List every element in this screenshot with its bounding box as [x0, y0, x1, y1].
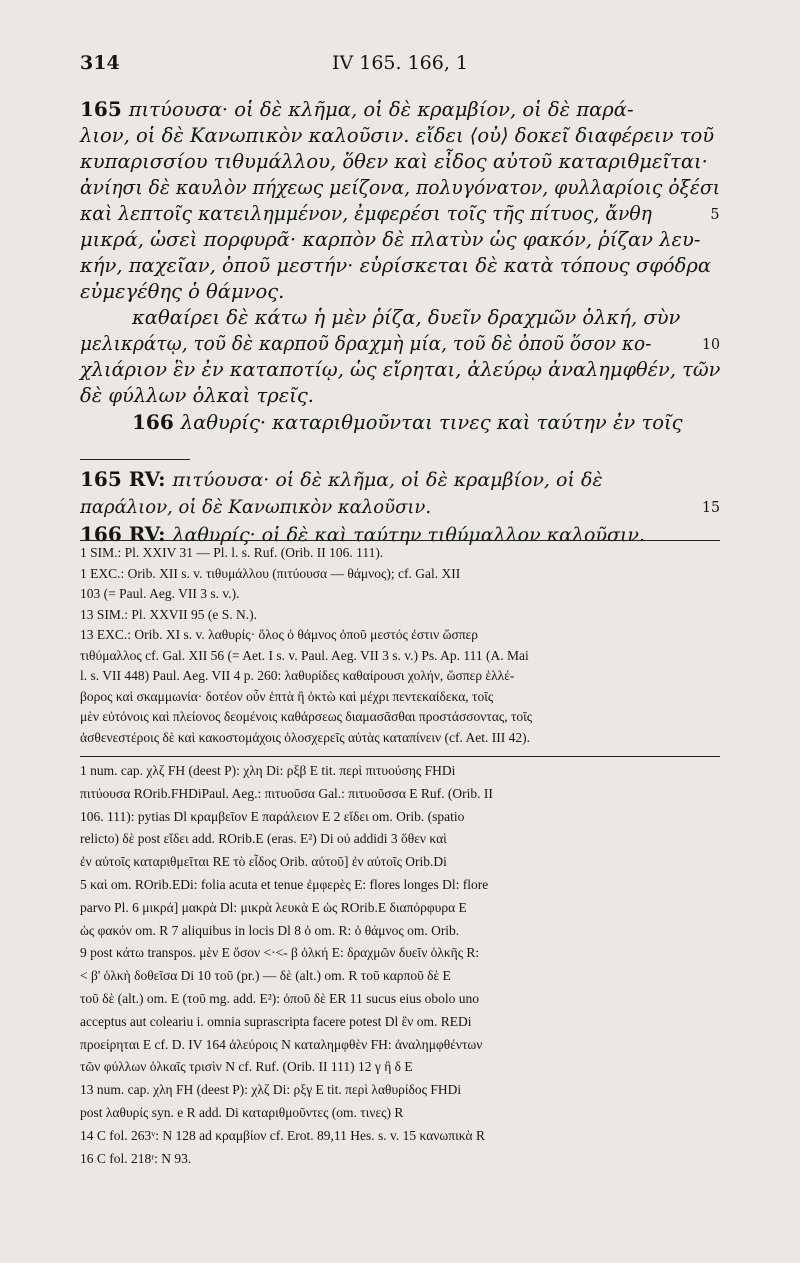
apparatus-criticus-line: 16 C fol. 218ʳ: N 93.: [80, 1150, 192, 1166]
main-text-line: [80, 305, 716, 331]
apparatus-criticus-line: relicto) δὲ post εἴδει add. ROrib.E (eras. E²) Di οὐ addidi 3 ὅθεν καὶ: [80, 831, 447, 847]
main-text-line: [80, 149, 716, 175]
apparatus-criticus: [80, 760, 720, 1170]
line-number: 15: [701, 498, 721, 516]
apparatus-criticus-line: προείρηται E cf. D. IV 164 ἀλεύροις N καταλημφθὲν FH: ἀναλημφθέντων: [80, 1036, 483, 1052]
apparatus-similia-line: ἀσθενεστέροις δὲ καὶ κακοστομάχοις ὁλοσχερεῖς αὐτὰς καταπίνειν (cf. Aet. III 42).: [80, 729, 530, 745]
testimonia-text: λαθυρίς· οἱ δὲ καὶ ταύτην τιθύμαλλον καλοῦσιν.: [172, 524, 646, 546]
main-text-text: εὐμεγέθης ὁ θάμνος.: [80, 280, 285, 303]
apparatus-similia-line: βορος καὶ σκαμμωνία· δοτέον οὖν ἑπτὰ ἢ ὀκτὼ καὶ μέχρι πεντεκαίδεκα, τοῖς: [80, 688, 494, 704]
testimonia-block: [80, 466, 721, 549]
testimonia-text: παράλιον, οἱ δὲ Κανωπικὸν καλοῦσιν.: [80, 496, 432, 518]
main-text-text: κυπαρισσίου τιθυμάλλου, ὅθεν καὶ εἶδος αὐτοῦ καταριθμεῖται·: [80, 150, 708, 173]
main-text-line: [80, 253, 716, 279]
apparatus-criticus-line: parvo Pl. 6 μικρά] μακρὰ Dl: μικρὰ λευκὰ E ὡς ROrib.E διαπόρφυρα E: [80, 899, 467, 915]
main-text-line: [80, 96, 716, 123]
apparatus-similia-line: l. s. VII 448) Paul. Aeg. VII 4 p. 260: λαθυρίδες καθαίρουσι χολήν, ὥσπερ ἑλλέ-: [80, 668, 515, 683]
apparatus-criticus-line: ὡς φακόν om. R 7 aliquibus in locis Dl 8 ὁ om. R: ὁ θάμνος om. Orib.: [80, 922, 460, 938]
main-text-line: [80, 123, 716, 149]
apparatus-criticus-line: 5 καὶ om. ROrib.EDi: folia acuta et tenue ἐμφερὲς E: flores longes Dl: flore: [80, 876, 489, 892]
main-text-line: [80, 383, 716, 409]
apparatus-criticus-line: πιτύουσα ROrib.FHDiPaul. Aeg.: πιτυοῦσα Gal.: πιτυοῦσσα E Ruf. (Orib. II: [80, 785, 493, 801]
apparatus-criticus-line: < β' ὁλκὴ δοθεῖσα Di 10 τοῦ (pr.) — δὲ (alt.) om. R τοῦ καρποῦ δὲ E: [80, 968, 451, 984]
main-text-text: λαθυρίς· καταριθμοῦνται τινες καὶ ταύτην ἐν τοῖς: [180, 411, 683, 434]
line-number: 10: [701, 335, 721, 353]
main-text-line: [80, 227, 716, 253]
main-text-line: [80, 201, 720, 227]
apparatus-criticus-line: τοῦ δὲ (alt.) om. E (τοῦ mg. add. E²): ὀποῦ δὲ ER 11 sucus eius obolo uno: [80, 990, 480, 1006]
main-text-line: [80, 331, 721, 357]
apparatus-criticus-line: acceptus aut coleariu i. omnia suprascripta facere potest Dl ἓν om. REDi: [80, 1013, 472, 1029]
apparatus-criticus-line: 13 num. cap. χλη FH (deest P): χλζ Di: ρξγ E tit. περὶ λαθυρίδος FHDi: [80, 1082, 462, 1098]
testimonia-line: [80, 494, 721, 521]
main-text-text: μικρά, ὡσεὶ πορφυρᾶ· καρπὸν δὲ πλατὺν ὡς φακόν, ῥίζαν λευ-: [80, 228, 701, 251]
testimonia-divider: [80, 459, 190, 460]
main-text-line: [80, 279, 716, 305]
main-text-number: 165: [80, 97, 129, 121]
running-head: IV 165. 166, 1: [331, 52, 469, 74]
main-text: [80, 96, 721, 436]
apparatus-similia-line: 1 SIM.: Pl. XXIV 31 — Pl. l. s. Ruf. (Orib. II 106. 111).: [80, 545, 384, 560]
main-text-text: χλιάριον ἓν ἐν καταποτίῳ, ὡς εἴρηται, ἀλεύρῳ ἀναλημφθέν, τῶν: [80, 358, 721, 381]
main-text-text: καὶ λεπτοῖς κατειλημμένον, ἐμφερέσι τοῖς τῆς πίτυος, ἄνθη: [80, 202, 652, 225]
apparatus-criticus-line: 1 num. cap. χλζ FH (deest P): χλη Di: ρξβ E tit. περὶ πιτυούσης FHDi: [80, 763, 456, 778]
apparatus-divider: [80, 540, 720, 541]
main-text-number: 166: [132, 410, 181, 434]
apparatus-criticus-line: 9 post κάτω transpos. μὲν E ὅσον <·<- β ὁλκή E: δραχμῶν δυεῖν ὁλκῆς R:: [80, 945, 480, 961]
main-text-text: πιτύουσα· οἱ δὲ κλῆμα, οἱ δὲ κραμβίον, οἱ δὲ παρά-: [128, 98, 634, 121]
apparatus-similia-line: τιθύμαλλος cf. Gal. XII 56 (= Aet. I s. v. Paul. Aeg. VII 3 s. v.) Ps. Ap. 111 (A. Mai: [80, 647, 529, 663]
line-number: 5: [710, 205, 720, 223]
apparatus-criticus-line: ἐν αὐτοῖς καταριθμεῖται RE τὸ εἶδος Orib. αὐτοῦ] ἐν αὐτοῖς Orib.Di: [80, 854, 447, 870]
main-text-text: δὲ φύλλων ὁλκαὶ τρεῖς.: [80, 384, 314, 407]
testimonia-text: πιτύουσα· οἱ δὲ κλῆμα, οἱ δὲ κραμβίον, οἱ δὲ: [172, 469, 603, 491]
main-text-text: ἀνίησι δὲ καυλὸν πήχεως μείζονα, πολυγόνατον, φυλλαρίοις ὀξέσι: [80, 176, 721, 199]
testimonia-line: [80, 466, 716, 494]
apparatus-criticus-line: τῶν φύλλων ὁλκαῖς τρισὶν N cf. Ruf. (Orib. II 111) 12 γ ἢ δ E: [80, 1059, 413, 1075]
apparatus-criticus-line: 106. 111): pytias Dl κραμβεῖον E παράλειον E 2 εἴδει om. Orib. (spatio: [80, 808, 465, 824]
main-text-line: [80, 175, 721, 201]
testimonia-number: 165 RV:: [80, 467, 173, 491]
apparatus-similia-line: μὲν εὐτόνοις καὶ πλείονος δεομένοις καθάρσεως διαμασᾶσθαι προστάσσοντας, τοῖς: [80, 709, 533, 724]
main-text-text: καθαίρει δὲ κάτω ἡ μὲν ῥίζα, δυεῖν δραχμῶν ὁλκή, σὺν: [132, 306, 681, 329]
apparatus-criticus-divider: [80, 756, 720, 757]
page-number: 314: [80, 52, 120, 74]
apparatus-similia-line: 13 EXC.: Orib. XI s. v. λαθυρίς· ὅλος ὁ θάμνος ὀποῦ μεστός ἐστιν ὥσπερ: [80, 627, 479, 642]
main-text-text: κήν, παχεῖαν, ὀποῦ μεστήν· εὑρίσκεται δὲ κατὰ τόπους σφόδρα: [80, 254, 712, 277]
main-text-text: λιον, οἱ δὲ Κανωπικὸν καλοῦσιν. εἴδει ⟨οὐ⟩ δοκεῖ διαφέρειν τοῦ: [80, 124, 715, 147]
apparatus-criticus-line: 14 C fol. 263ᵛ: N 128 ad κραμβίον cf. Erot. 89,11 Hes. s. v. 15 κανωπικὰ R: [80, 1127, 485, 1143]
apparatus-similia-line: 1 EXC.: Orib. XII s. v. τιθυμάλλου (πιτύουσα — θάμνος); cf. Gal. XII: [80, 565, 461, 581]
apparatus-similia-line: 13 SIM.: Pl. XXVII 95 (e S. N.).: [80, 606, 257, 622]
main-text-text: μελικράτῳ, τοῦ δὲ καρποῦ δραχμὴ μία, τοῦ δὲ ὀποῦ ὅσον κο-: [80, 332, 652, 355]
main-text-line: [80, 409, 716, 436]
main-text-line: [80, 357, 721, 383]
testimonia-number: 166 RV:: [80, 522, 173, 546]
apparatus-similia-line: 103 (= Paul. Aeg. VII 3 s. v.).: [80, 586, 240, 601]
apparatus-criticus-line: post λαθυρίς syn. e R add. Di καταριθμοῦντες (om. τινες) R: [80, 1104, 404, 1120]
apparatus-similia: [80, 543, 720, 748]
